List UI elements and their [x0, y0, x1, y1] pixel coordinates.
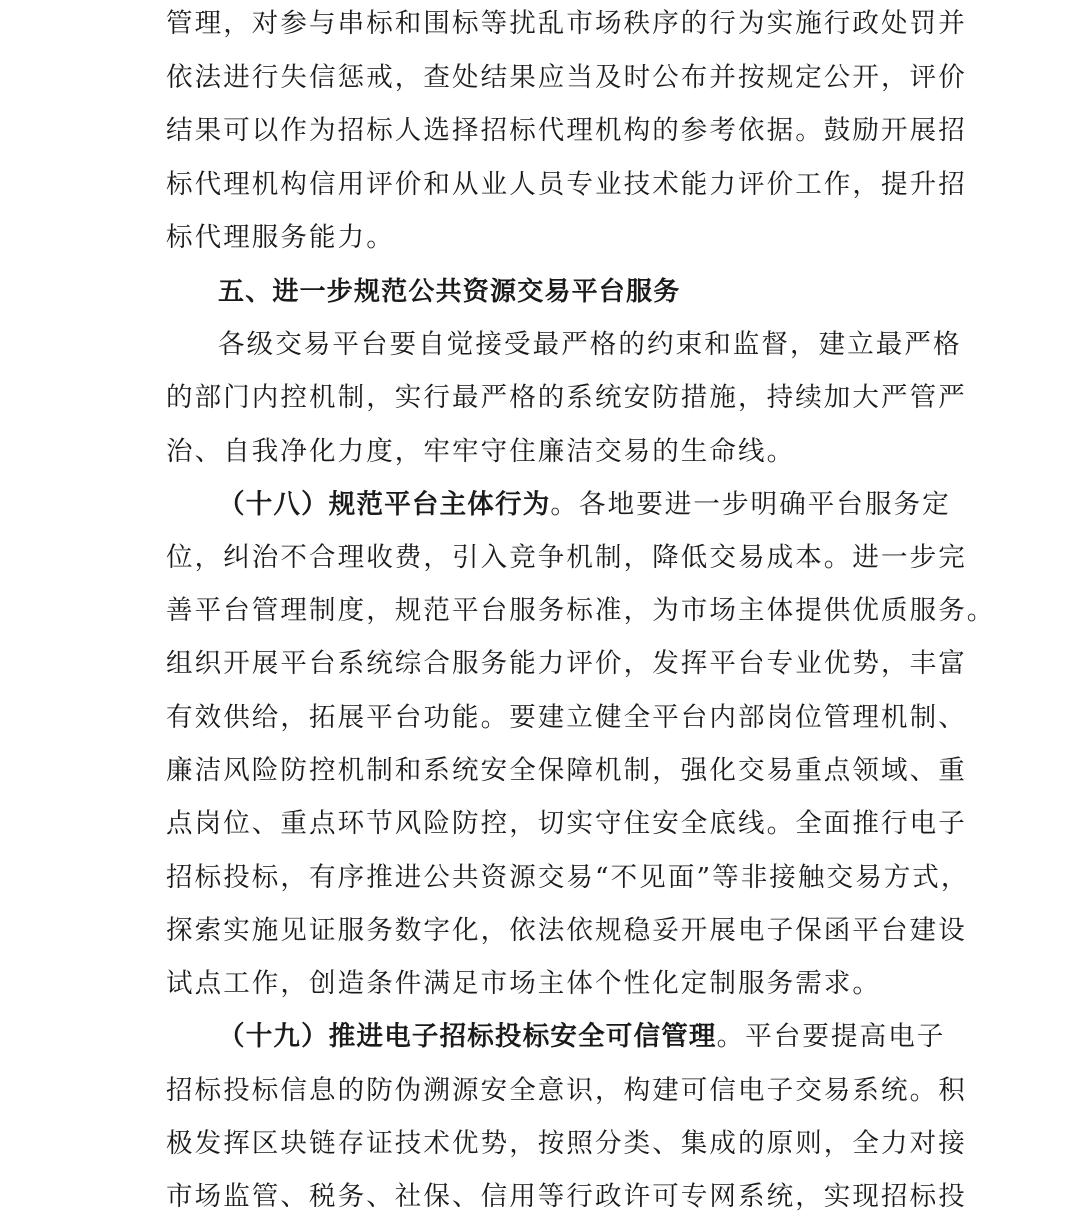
paragraph-line: 各级交易平台要自觉接受最严格的约束和监督，建立最严格 — [218, 329, 962, 360]
paragraph-line: 的部门内控机制，实行最严格的系统安防措施，持续加大严管严 — [166, 382, 967, 413]
paragraph-line: 市场监管、税务、社保、信用等行政许可专网系统，实现招标投 — [166, 1181, 967, 1212]
item-18-first-line — [218, 485, 951, 525]
paragraph-line: 试点工作，创造条件满足市场主体个性化定制服务需求。 — [166, 968, 881, 999]
item-18-title: （十八）规范平台主体行为 — [218, 489, 551, 520]
paragraph-line: 招标投标信息的防伪溯源安全意识，构建可信电子交易系统。积 — [166, 1075, 967, 1106]
item-19-first-line-rest: 。平台要提高电子 — [716, 1021, 946, 1052]
paragraph-line: 探索实施见证服务数字化，依法依规稳妥开展电子保函平台建设 — [166, 915, 967, 946]
paragraph-line: 结果可以作为招标人选择招标代理机构的参考依据。鼓励开展招 — [166, 115, 967, 146]
paragraph-line: 极发挥区块链存证技术优势，按照分类、集成的原则，全力对接 — [166, 1128, 967, 1159]
paragraph-line: 依法进行失信惩戒，查处结果应当及时公布并按规定公开，评价 — [166, 62, 967, 93]
paragraph-line: 组织开展平台系统综合服务能力评价，发挥平台专业优势，丰富 — [166, 648, 967, 679]
paragraph-line: 廉洁风险防控机制和系统安全保障机制，强化交易重点领域、重 — [166, 755, 967, 786]
paragraph-line: 标代理机构信用评价和从业人员专业技术能力评价工作，提升招 — [166, 169, 967, 200]
paragraph-line: 招标投标，有序推进公共资源交易“不见面”等非接触交易方式， — [166, 862, 970, 893]
paragraph-line: 有效供给，拓展平台功能。要建立健全平台内部岗位管理机制、 — [166, 702, 967, 733]
item-19-title: （十九）推进电子招标投标安全可信管理 — [218, 1021, 717, 1052]
paragraph-line: 管理，对参与串标和围标等扰乱市场秩序的行为实施行政处罚并 — [166, 8, 967, 39]
item-19-first-line — [218, 1017, 946, 1057]
item-18-first-line-rest: 。各地要进一步明确平台服务定 — [550, 489, 951, 520]
paragraph-line: 标代理服务能力。 — [166, 222, 395, 253]
paragraph-line: 位，纠治不合理收费，引入竞争机制，降低交易成本。进一步完 — [166, 542, 967, 573]
section-heading: 五、进一步规范公共资源交易平台服务 — [218, 277, 681, 307]
paragraph-line: 治、自我净化力度，牢牢守住廉洁交易的生命线。 — [166, 436, 796, 467]
paragraph-line: 善平台管理制度，规范平台服务标准，为市场主体提供优质服务。 — [166, 595, 996, 626]
paragraph-line: 点岗位、重点环节风险防控，切实守住安全底线。全面推行电子 — [166, 808, 967, 839]
